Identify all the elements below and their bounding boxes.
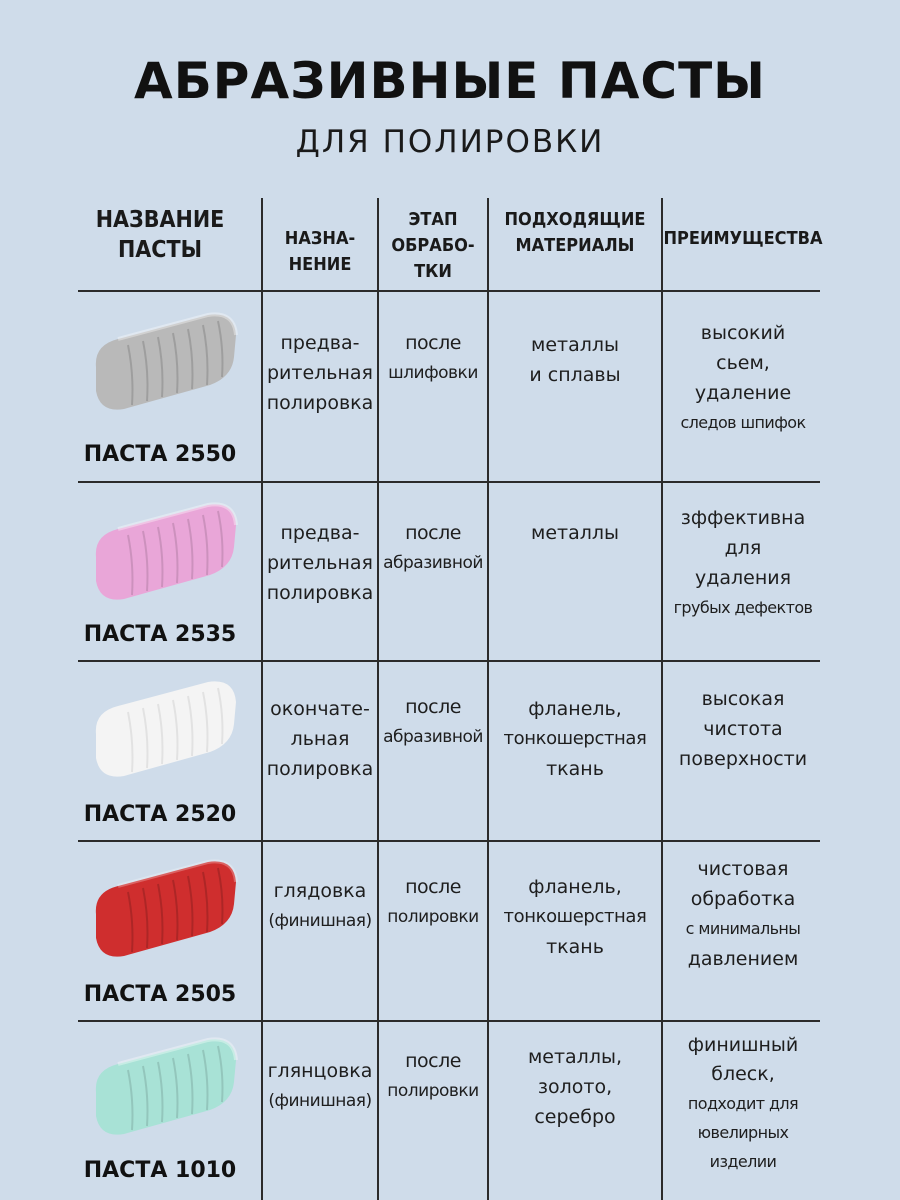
- advantages-cell: зффективна для удаления грубых дефектов: [673, 507, 813, 617]
- materials-cell: фланель, тонкошерстная ткань: [503, 876, 647, 958]
- row-divider: [78, 840, 820, 842]
- materials-cell: металлы: [530, 522, 620, 544]
- row-divider: [78, 1020, 820, 1022]
- purpose-cell: глядовка (финишная): [268, 880, 372, 931]
- purpose-cell: предва- рительная полировка: [266, 522, 374, 604]
- paste-bar-image: [88, 672, 238, 782]
- paste-bar-shape: [96, 1039, 236, 1134]
- row-divider: [78, 290, 820, 292]
- paste-name: ПАСТА 2550: [83, 442, 237, 467]
- stage-cell: после полировки: [387, 1050, 479, 1101]
- row-divider: [78, 660, 820, 662]
- purpose-cell: предва- рительная полировка: [266, 332, 374, 414]
- stage-cell: после абразивной: [383, 522, 483, 573]
- page-subtitle: ДЛЯ ПОЛИРОВКИ: [295, 124, 605, 160]
- advantages-cell: чистовая обработка с минимальны давлением: [685, 858, 801, 970]
- materials-cell: фланель, тонкошерстная ткань: [503, 698, 647, 780]
- paste-bar-image: [88, 495, 238, 605]
- header-purpose: НАЗНА- НЕНИЕ: [284, 228, 356, 275]
- paste-bar-shape: [96, 314, 236, 409]
- page-title: АБРАЗИВНЫЕ ПАСТЫ: [134, 52, 766, 110]
- advantages-cell: высокая чистота поверхности: [678, 688, 808, 770]
- materials-cell: металлы и сплавы: [529, 334, 621, 386]
- paste-name: ПАСТА 2520: [83, 802, 237, 827]
- paste-name: ПАСТА 2505: [83, 982, 237, 1007]
- paste-bar-shape: [96, 504, 236, 599]
- paste-bar-shape: [96, 681, 236, 776]
- paste-bar-image: [88, 305, 238, 415]
- row-divider: [78, 481, 820, 483]
- stage-cell: после полировки: [387, 876, 479, 927]
- header-stage: ЭТАП ОБРАБО- ТКИ: [391, 209, 475, 282]
- paste-bar-shape: [96, 861, 236, 956]
- stage-cell: после абразивной: [383, 696, 483, 747]
- header-materials: ПОДХОДЯЩИЕ МАТЕРИАЛЫ: [504, 209, 646, 256]
- stage-cell: после шлифовки: [388, 332, 478, 383]
- paste-bar-image: [88, 1030, 238, 1140]
- purpose-cell: окончате- льная полировка: [266, 698, 374, 780]
- advantages-cell: финишный блеск, подходит для ювелирных изделии: [687, 1034, 799, 1171]
- paste-name: ПАСТА 1010: [83, 1158, 237, 1183]
- header-advantages: ПРЕИМУЩЕСТВА: [663, 228, 823, 249]
- purpose-cell: глянцовка (финишная): [267, 1060, 373, 1111]
- paste-name: ПАСТА 2535: [83, 622, 237, 647]
- advantages-cell: высокий сьем, удаление следов шпифок: [680, 322, 806, 432]
- paste-bar-image: [88, 852, 238, 962]
- header-name: НАЗВАНИЕ ПАСТЫ: [95, 207, 225, 263]
- materials-cell: металлы, золото, серебро: [527, 1046, 623, 1128]
